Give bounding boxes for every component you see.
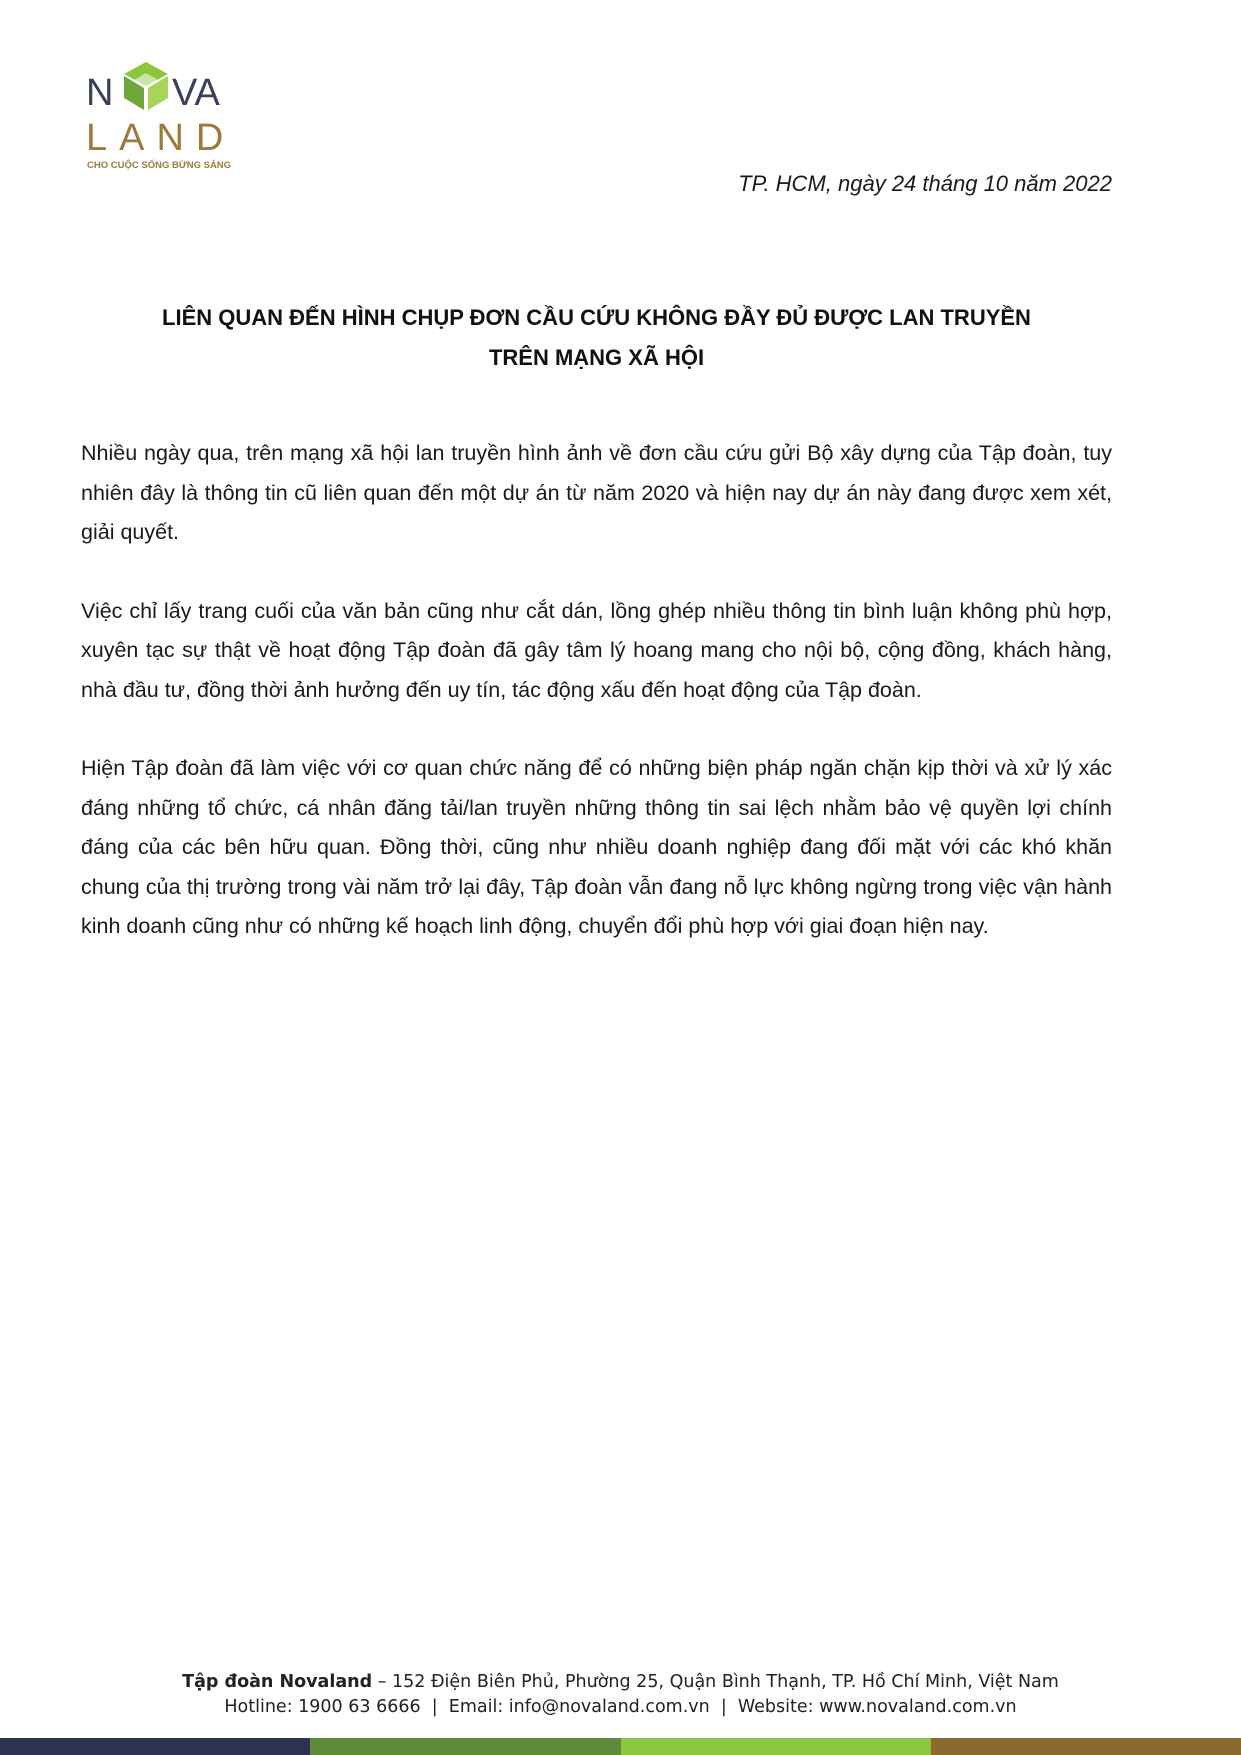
paragraph: Hiện Tập đoàn đã làm việc với cơ quan chức năng để có những biện pháp ngăn chặn kịp thời và xử lý xác đáng những tổ chức, cá nhân đăng tải/lan truyền những thông tin sai lệch nhằm bảo vệ quyền lợi chính đáng của các bên hữu quan. Đồng thời, cũng như nhiều doanh nghiệp đang đối mặt với các khó khăn chung của thị trường trong vài năm trở lại đây, Tập đoàn vẫn đang nỗ lực không ngừng trong việc vận hành kinh doanh cũng như có những kế hoạch linh động, chuyển đổi phù hợp với giai đoạn hiện nay. [81,756,1112,938]
title-line-2: TRÊN MẠNG XÃ HỘI [488,345,705,370]
stripe-green-light [621,1738,931,1755]
stripe-brown [931,1738,1241,1755]
logo-letters-va: VA [172,72,220,114]
logo-cube-icon [124,62,168,110]
logo-word-land: LAND [86,117,236,159]
page-footer [0,1670,1241,1720]
footer-contact-line: Hotline: 1900 63 6666 | Email: info@novaland.com.vn | Website: www.novaland.com.vn [224,1697,1017,1717]
document-body [81,434,1112,986]
footer-address-line [0,1670,1241,1695]
footer-company-name: Tập đoàn Novaland [182,1672,373,1692]
logo-letter-n: N [86,72,114,114]
date-line: TP. HCM, ngày 24 tháng 10 năm 2022 [738,171,1112,196]
paragraph: Nhiều ngày qua, trên mạng xã hội lan truyền hình ảnh về đơn cầu cứu gửi Bộ xây dựng của Tập đoàn, tuy nhiên đây là thông tin cũ liên quan đến một dự án từ năm 2020 và hiện nay dự án này đang được xem xét, giải quyết. [81,441,1112,544]
stripe-navy [0,1738,310,1755]
title-line-1: LIÊN QUAN ĐẾN HÌNH CHỤP ĐƠN CẦU CỨU KHÔNG ĐẦY ĐỦ ĐƯỢC LAN TRUYỀN [162,305,1031,330]
stripe-green-dark [310,1738,620,1755]
document-title [81,298,1112,378]
footer-color-stripe [0,1738,1241,1755]
footer-address: – 152 Điện Biên Phủ, Phường 25, Quận Bình Thạnh, TP. Hồ Chí Minh, Việt Nam [372,1672,1059,1692]
logo-tagline: CHO CUỘC SỐNG BỪNG SÁNG [87,160,232,171]
novaland-logo [86,60,246,185]
paragraph: Việc chỉ lấy trang cuối của văn bản cũng như cắt dán, lồng ghép nhiều thông tin bình luận không phù hợp, xuyên tạc sự thật về hoạt động Tập đoàn đã gây tâm lý hoang mang cho nội bộ, cộng đồng, khách hàng, nhà đầu tư, đồng thời ảnh hưởng đến uy tín, tác động xấu đến hoạt động của Tập đoàn. [81,598,1112,702]
